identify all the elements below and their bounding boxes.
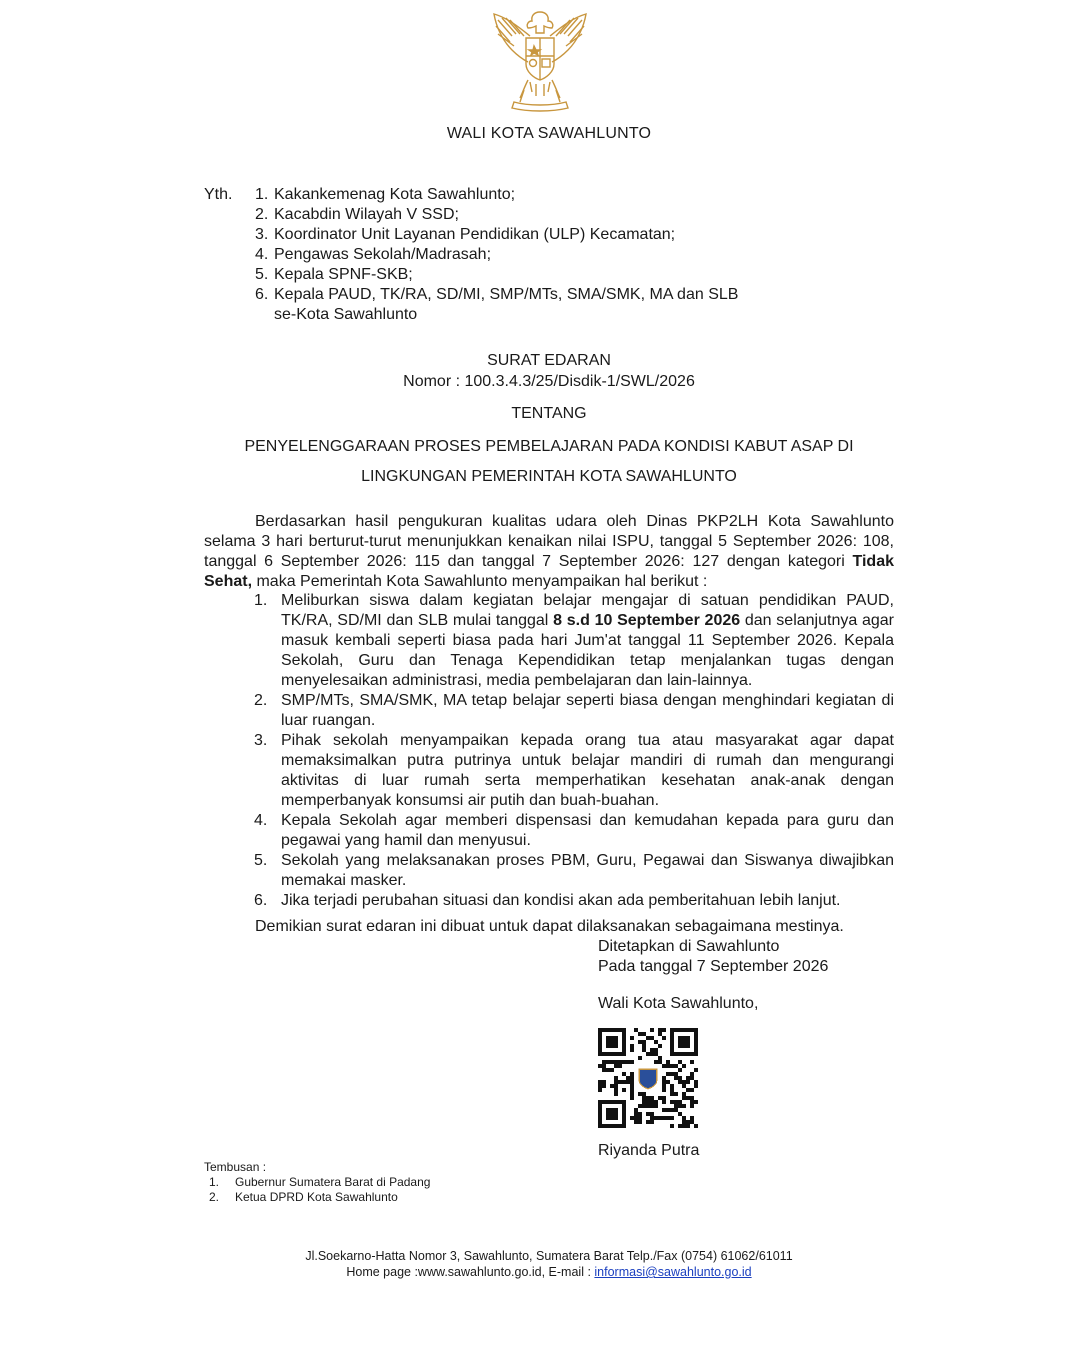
- signature-role: Wali Kota Sawahlunto,: [598, 995, 759, 1012]
- instruction-item: 6. Jika terjadi perubahan situasi dan kondisi akan ada pemberitahuan lebih lanjut.: [254, 892, 841, 909]
- recipient-continuation: se-Kota Sawahlunto: [274, 306, 418, 323]
- recipient-item: 6. Kepala PAUD, TK/RA, SD/MI, SMP/MTs, SMA/SMK, MA dan SLB: [255, 286, 739, 303]
- recipient-item: 5. Kepala SPNF-SKB;: [255, 266, 413, 283]
- garuda-emblem-icon: [484, 6, 596, 118]
- signature-place: Ditetapkan di Sawahlunto: [598, 938, 780, 955]
- cc-item: 1. Gubernur Sumatera Barat di Padang: [209, 1175, 431, 1189]
- qr-code-icon: [598, 1028, 698, 1128]
- cc-item: 2. Ketua DPRD Kota Sawahlunto: [209, 1190, 398, 1204]
- carbon-copy-block: [204, 1160, 430, 1205]
- instruction-item: 5. Sekolah yang melaksanakan proses PBM, Guru, Pegawai dan Siswanya diwajibkan memakai masker.: [254, 852, 894, 889]
- instruction-list: [254, 591, 894, 911]
- letter-subject-line-1: PENYELENGGARAAN PROSES PEMBELAJARAN PADA KONDISI KABUT ASAP DI: [244, 438, 854, 455]
- letter-type: SURAT EDARAN: [487, 352, 611, 369]
- recipient-item: 1. Kakankemenag Kota Sawahlunto;: [255, 186, 516, 203]
- signer-name: Riyanda Putra: [598, 1142, 700, 1159]
- instruction-item: 4. Kepala Sekolah agar memberi dispensasi dan kemudahan kepada para guru dan pegawai yang hamil dan menyusui.: [254, 812, 894, 849]
- closing-sentence: Demikian surat edaran ini dibuat untuk dapat dilaksanakan sebagaimana mestinya.: [255, 918, 844, 935]
- instruction-item: 2. SMP/MTs, SMA/SMK, MA tetap belajar seperti biasa dengan menghindari kegiatan di luar ruangan.: [254, 692, 894, 729]
- letter-number: Nomor : 100.3.4.3/25/Disdik-1/SWL/2026: [403, 373, 695, 390]
- issuer-title: WALI KOTA SAWAHLUNTO: [446, 125, 652, 142]
- instruction-item: 1. Meliburkan siswa dalam kegiatan belajar mengajar di satuan pendidikan PAUD, TK/RA, SD/MI dan SLB mulai tanggal 8 s.d 10 September 2026 dan selanjutnya agar masuk kembali seperti biasa pada hari Jum'at tanggal 11 September 2026. Kepala Sekolah, Guru dan Tenaga Kependidikan tetap menjalankan tugas dengan menyelesaikan administrasi, media pembelajaran dan lain-lainnya.: [254, 592, 895, 689]
- intro-paragraph: Berdasarkan hasil pengukuran kualitas udara oleh Dinas PKP2LH Kota Sawahlunto selama 3 hari berturut-turut menunjukkan kenaikan nilai ISPU, tanggal 5 September 2026: 108, tanggal 6 September 2026: 115 dan tanggal 7 September 2026: 127 dengan kategori Tidak Sehat, maka Pemerintah Kota Sawahlunto menyampaikan hal berikut :: [204, 513, 894, 590]
- letter-subject-line-2: LINGKUNGAN PEMERINTAH KOTA SAWAHLUNTO: [361, 468, 737, 485]
- recipients-list: [255, 185, 815, 305]
- cc-list: [204, 1175, 430, 1205]
- footer-contact: Home page :www.sawahlunto.go.id, E-mail : informasi@sawahlunto.go.id: [346, 1265, 752, 1279]
- recipient-item: 4. Pengawas Sekolah/Madrasah;: [255, 246, 492, 263]
- recipient-item: 3. Koordinator Unit Layanan Pendidikan (ULP) Kecamatan;: [255, 226, 676, 243]
- email-link[interactable]: informasi@sawahlunto.go.id: [594, 1265, 752, 1279]
- instruction-item: 3. Pihak sekolah menyampaikan kepada orang tua atau masyarakat agar dapat memaksimalkan putra putrinya untuk belajar mandiri di rumah dan mengurangi aktivitas di luar rumah serta memperhatikan kesehatan anak-anak dengan memperbanyak konsumsi air putih dan buah-buahan.: [254, 732, 894, 809]
- letter-about: TENTANG: [511, 405, 587, 422]
- recipients-label: Yth.: [204, 186, 233, 203]
- cc-label: Tembusan :: [204, 1160, 267, 1174]
- recipient-item: 2. Kacabdin Wilayah V SSD;: [255, 206, 459, 223]
- signature-date: Pada tanggal 7 September 2026: [598, 958, 829, 975]
- footer-address: Jl.Soekarno-Hatta Nomor 3, Sawahlunto, Sumatera Barat Telp./Fax (0754) 61062/61011: [305, 1249, 793, 1263]
